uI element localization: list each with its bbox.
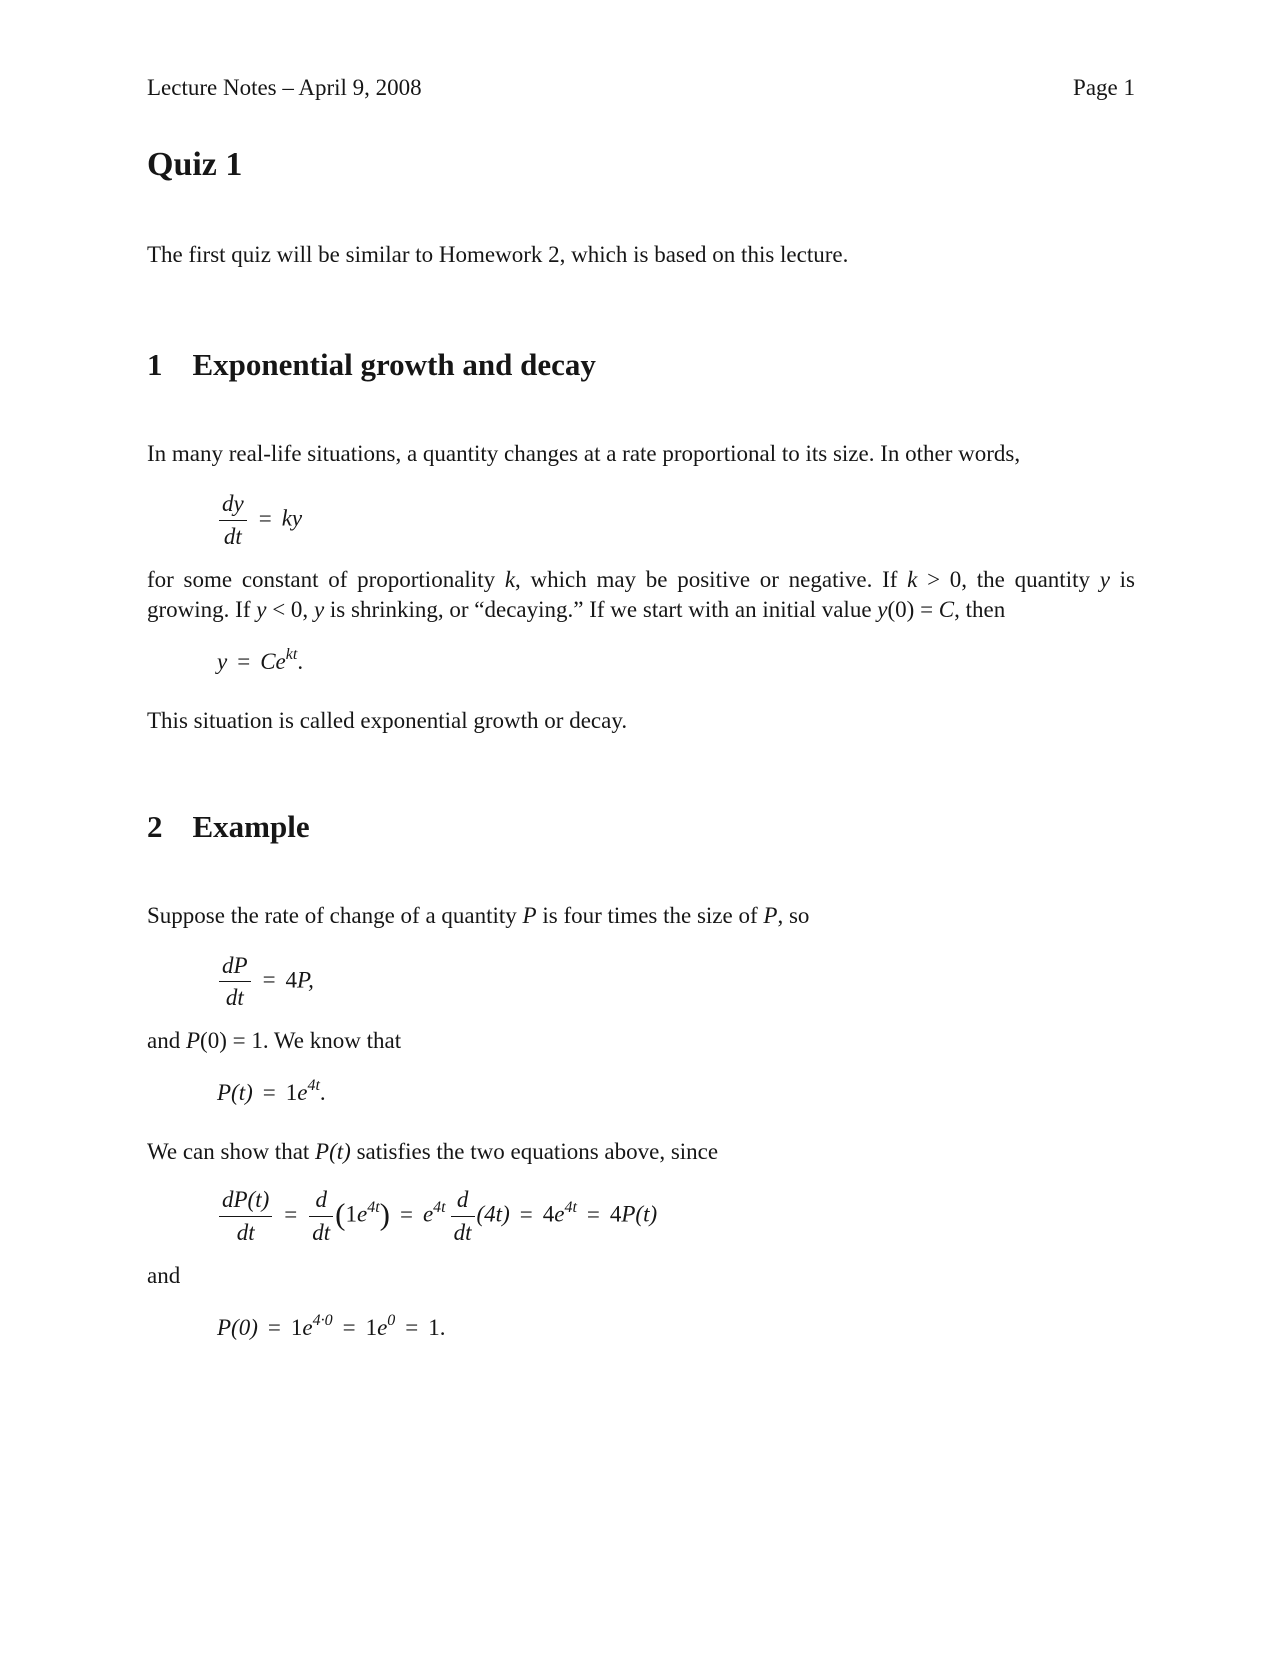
fraction-denominator: dt (223, 523, 242, 549)
page-header (147, 74, 1135, 102)
math-coefficient: 1 (290, 1314, 303, 1340)
fraction-denominator: dt (312, 1219, 331, 1245)
equals-sign: = (258, 505, 272, 531)
equation-p0 (147, 1313, 1135, 1346)
text-run: for some constant of proportionality (147, 566, 505, 592)
text-run: is growing. If (147, 566, 1135, 622)
math-coefficient: 1 (285, 1080, 298, 1105)
equation-pt (147, 1078, 1135, 1111)
section-2-heading (147, 809, 1135, 845)
equals-sign: = (405, 1314, 419, 1340)
text-run: (0) = (887, 596, 939, 622)
equation-y-cekt (147, 647, 1135, 680)
section-2-paragraph-3 (147, 1137, 1135, 1167)
math-term: y (217, 648, 228, 674)
text-run: < 0, (266, 596, 314, 622)
math-term: P(0) (217, 1314, 258, 1340)
math-inline: C (938, 596, 955, 622)
equals-sign: = (284, 1201, 298, 1227)
fraction-dy-dt (219, 491, 247, 550)
fraction-dpt-dt (219, 1187, 272, 1246)
section-2-paragraph-1 (147, 901, 1135, 931)
equation-dp-dt (147, 953, 1135, 1012)
fraction-dp-dt (219, 953, 251, 1012)
document-title: Quiz 1 (147, 146, 243, 183)
math-term: Ce (260, 648, 286, 674)
punctuation: . (297, 648, 304, 674)
superscript: 4t (433, 1198, 446, 1216)
math-inline: k (907, 566, 918, 592)
math-inline: y (256, 596, 267, 622)
math-term: ky (281, 505, 303, 531)
text-run: We can show that (147, 1139, 316, 1164)
fraction-numerator: d (309, 1187, 333, 1217)
text-run: Suppose the rate of change of a quantity (147, 902, 523, 928)
math-inline: P (522, 902, 537, 928)
math-term: e (302, 1314, 313, 1340)
superscript: 4t (307, 1077, 320, 1094)
math-inline: y (877, 596, 888, 622)
equals-sign: = (262, 1080, 276, 1105)
math-coefficient: 1 (345, 1201, 357, 1227)
superscript: 4t (564, 1198, 577, 1216)
fraction-d-dt (451, 1187, 475, 1246)
math-term: (4t) (476, 1201, 510, 1227)
equals-sign: = (262, 967, 276, 993)
equals-sign: = (519, 1201, 533, 1227)
equals-sign: = (237, 648, 251, 674)
punctuation: . (319, 1080, 326, 1105)
math-inline: P (763, 902, 778, 928)
text-run: , so (777, 902, 810, 928)
text-run: , then (954, 596, 1006, 622)
math-term: P(t) (621, 1201, 658, 1227)
section-1-heading (147, 347, 1135, 383)
equals-sign: = (342, 1314, 356, 1340)
math-inline: P (185, 1028, 201, 1053)
equation-derivative-check (147, 1187, 1135, 1246)
fraction-denominator: dt (225, 985, 244, 1011)
fraction-numerator: dy (219, 491, 247, 521)
math-term: e (356, 1201, 368, 1227)
superscript: 4·0 (312, 1311, 333, 1329)
equals-sign: = (267, 1314, 281, 1340)
text-run: > 0, the quantity (917, 566, 1100, 592)
math-term: P, (297, 967, 314, 993)
section-2-paragraph-4: and (147, 1262, 181, 1288)
section-1-number: 1 (147, 347, 163, 382)
fraction-numerator: d (451, 1187, 475, 1217)
math-term: e (422, 1201, 434, 1227)
superscript: 0 (387, 1311, 396, 1329)
section-1-title: Exponential growth and decay (192, 347, 596, 382)
math-term: e (377, 1314, 388, 1340)
equals-sign: = (399, 1201, 413, 1227)
math-inline: P(t) (315, 1139, 351, 1164)
fraction-denominator: dt (453, 1219, 472, 1245)
fraction-numerator: dP (219, 953, 251, 983)
math-term: e (554, 1201, 565, 1227)
section-2-number: 2 (147, 808, 163, 844)
header-running-title: Lecture Notes – April 9, 2008 (147, 75, 422, 100)
text-run: is shrinking, or “decaying.” If we start with an initial value (324, 596, 878, 622)
text-run: , which may be positive or negative. If (515, 566, 908, 592)
close-paren: ) (379, 1196, 390, 1232)
fraction-denominator: dt (236, 1219, 255, 1245)
superscript: 4t (367, 1198, 380, 1216)
fraction-d-dt (309, 1187, 333, 1246)
text-run: is four times the size of (536, 902, 764, 928)
section-2-title: Example (192, 808, 310, 844)
section-1-paragraph-1: In many real-life situations, a quantity changes at a rate proportional to its size. In other words, (147, 441, 1021, 466)
intro-paragraph: The first quiz will be similar to Homework 2, which is based on this lecture. (147, 242, 849, 267)
section-1-paragraph-3: This situation is called exponential growth or decay. (147, 707, 628, 733)
math-term: P(t) (217, 1080, 253, 1105)
math-coefficient: 1 (365, 1314, 378, 1340)
math-term: e (297, 1080, 308, 1105)
superscript: kt (285, 645, 298, 663)
text-run: (0) = 1. We know that (200, 1028, 402, 1053)
equation-dy-dt (147, 491, 1135, 550)
section-1-paragraph-2 (147, 565, 1135, 625)
equals-sign: = (586, 1201, 600, 1227)
math-coefficient: 4 (285, 967, 298, 993)
fraction-numerator: dP(t) (219, 1187, 272, 1217)
math-inline: k (504, 566, 516, 592)
text-run: satisfies the two equations above, since (350, 1139, 719, 1164)
text-run: and (147, 1028, 186, 1053)
page-number: Page 1 (1073, 75, 1135, 100)
math-inline: y (313, 596, 325, 622)
open-paren: ( (335, 1196, 346, 1232)
math-result: 1. (428, 1314, 446, 1340)
section-2-paragraph-2 (147, 1026, 1135, 1056)
math-coefficient: 4 (542, 1201, 555, 1227)
math-inline: y (1099, 566, 1110, 592)
math-coefficient: 4 (609, 1201, 622, 1227)
